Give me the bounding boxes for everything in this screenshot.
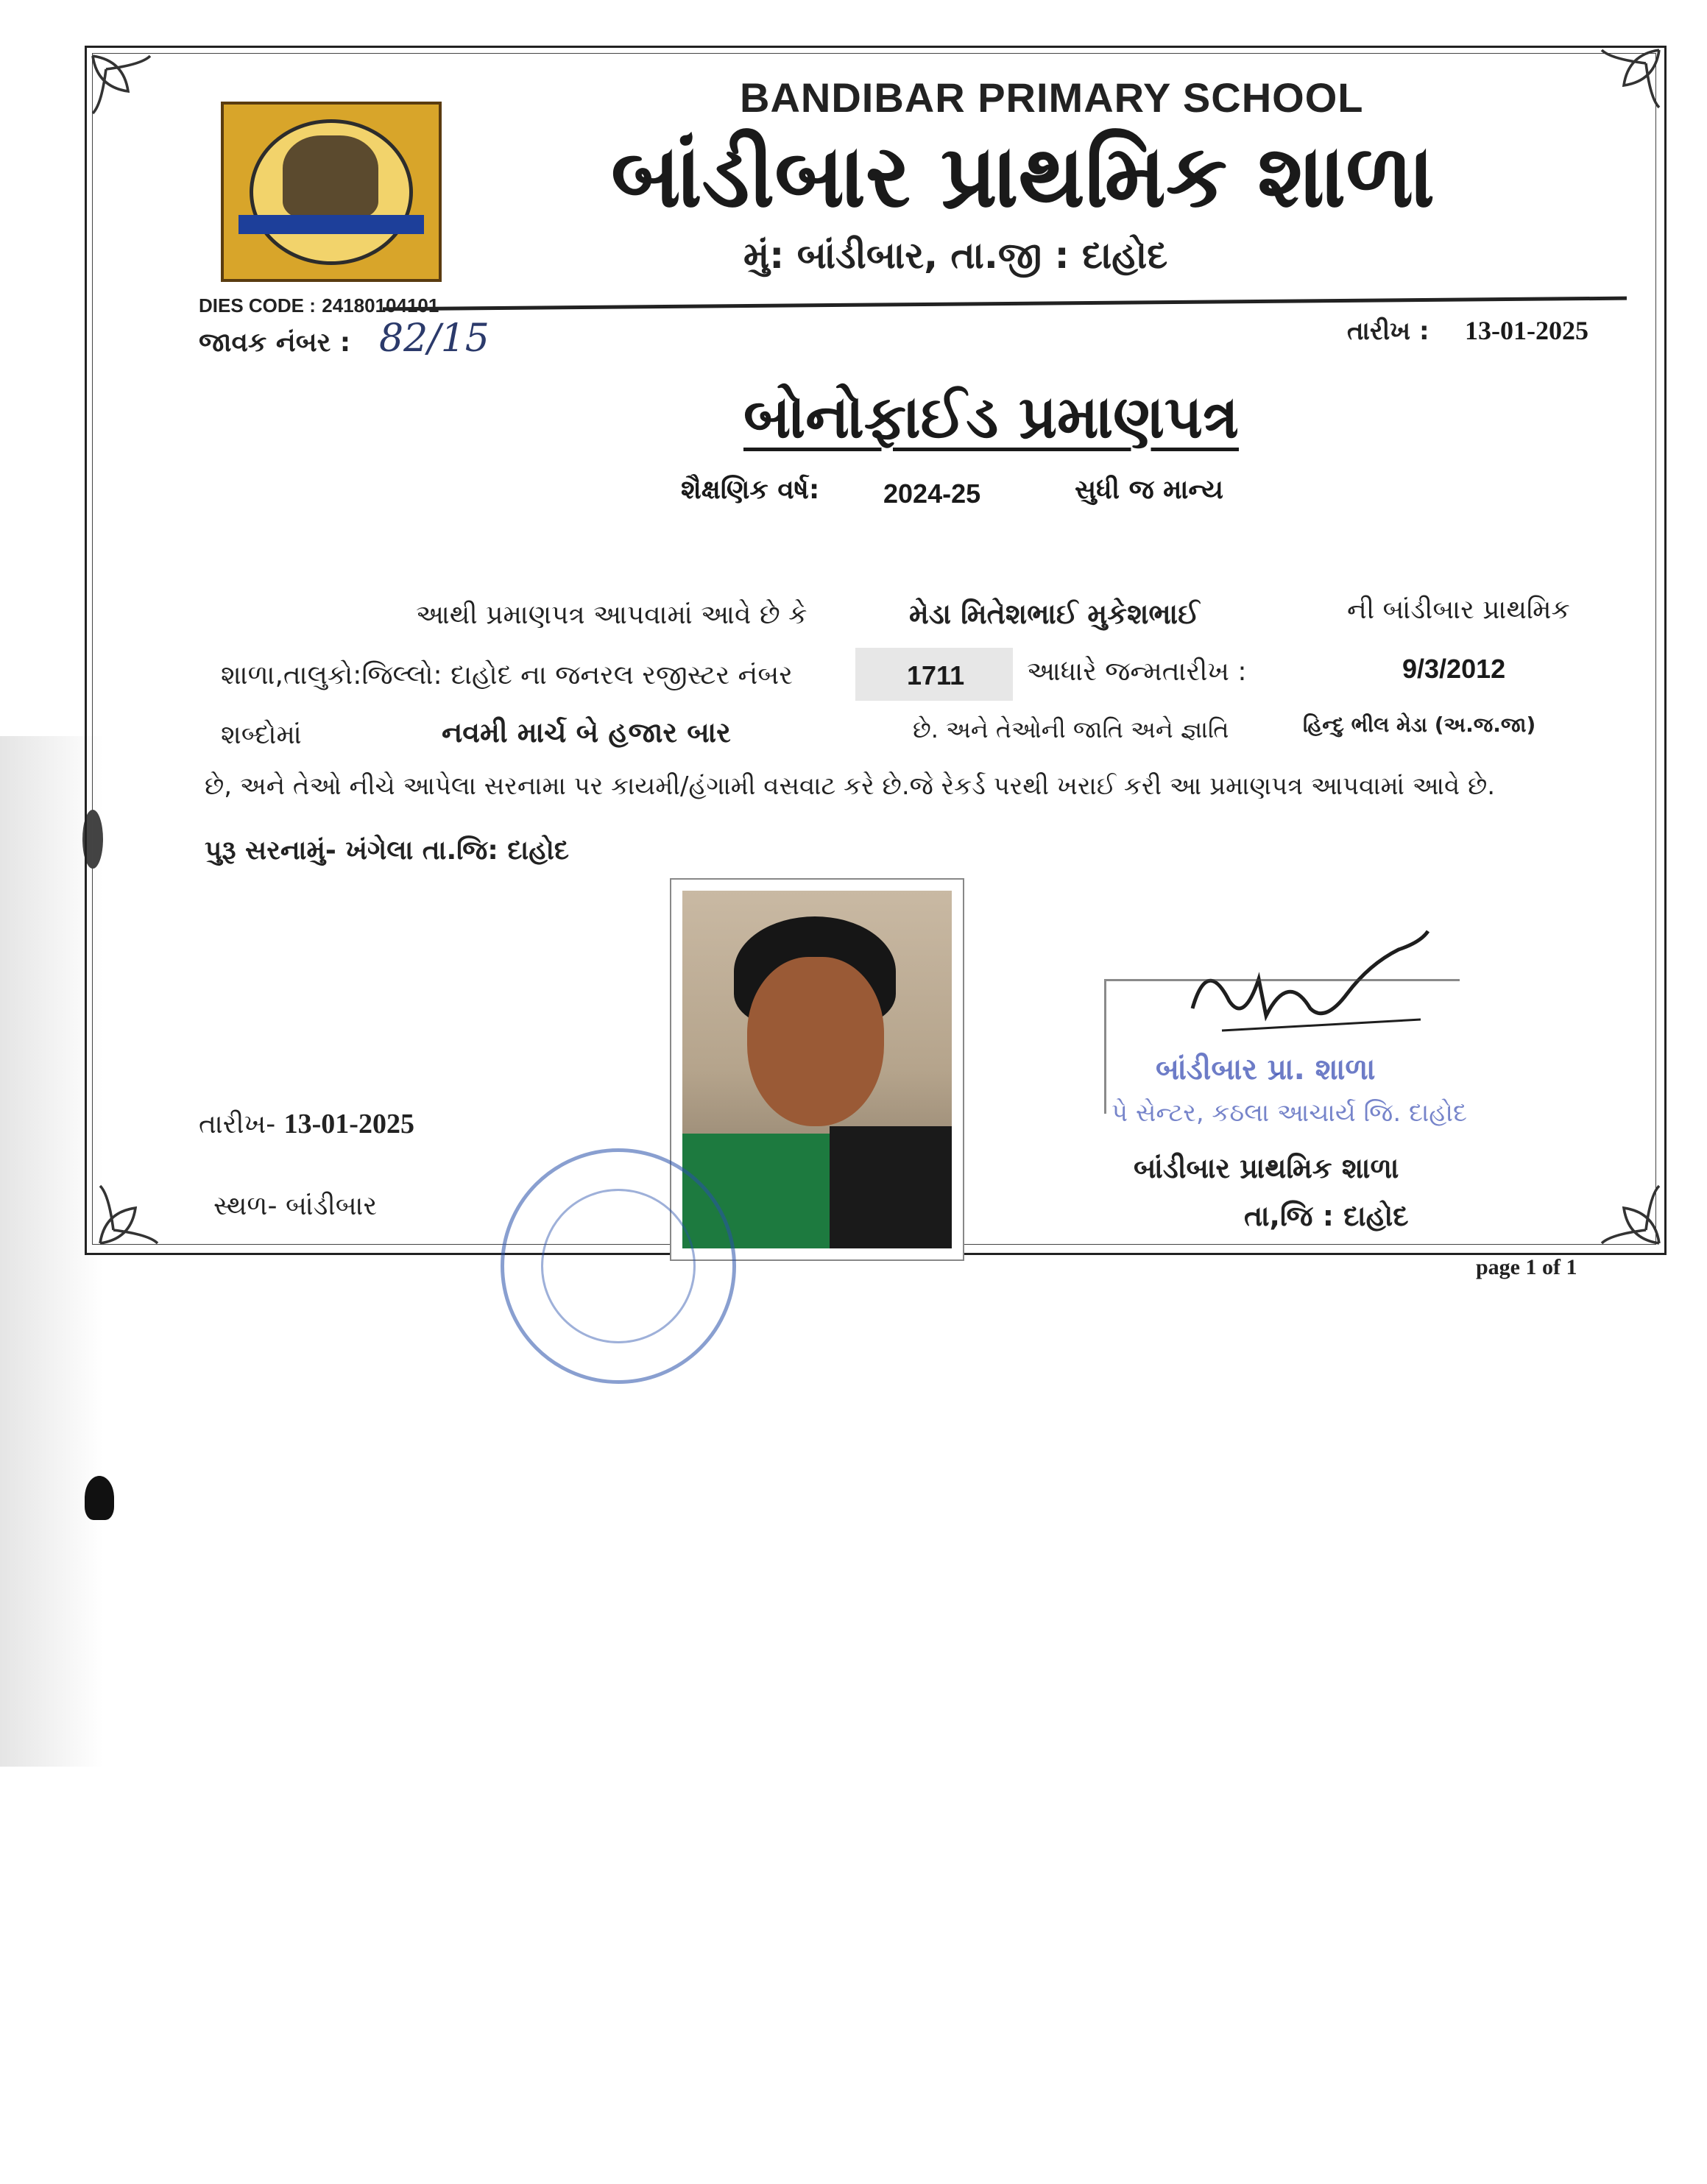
body-line2-prefix: શાળા,તાલુકો:જિલ્લો: દાહોદ ના જનરલ રજીસ્ટર નંબર	[221, 660, 793, 690]
certificate-title: બોનોફાઈડ પ્રમાણપત્ર	[743, 383, 1239, 451]
corner-ornament-icon	[96, 1159, 184, 1248]
punch-hole-mark	[85, 1476, 114, 1520]
issue-date	[199, 1108, 414, 1140]
academic-year-value: 2024-25	[883, 478, 981, 509]
principal-school-name: બાંડીબાર પ્રાથમિક શાળા	[1134, 1152, 1399, 1184]
school-logo	[221, 102, 442, 282]
dob-value: 9/3/2012	[1402, 654, 1506, 684]
dob-label: આધારે જન્મતારીખ :	[1027, 657, 1247, 687]
dob-in-words: નવમી માર્ચ બે હજાર બાર	[442, 716, 731, 749]
dies-code-value: 24180104101	[322, 294, 439, 317]
jawak-label: જાવક નંબર :	[199, 328, 351, 358]
page-number: page 1 of 1	[1476, 1255, 1577, 1279]
body-line1-prefix: આથી પ્રમાણપત્ર આપવામાં આવે છે કે	[416, 600, 807, 630]
corner-ornament-icon	[1575, 1159, 1664, 1248]
register-number: 1711	[907, 660, 965, 690]
jawak-number: 82/15	[379, 317, 490, 361]
school-name-gujarati: બાંડીબાર પ્રાથમિક શાળા	[611, 125, 1435, 227]
body-line1-suffix: ની બાંડીબાર પ્રાથમિક	[1347, 595, 1570, 625]
school-seal-inner	[541, 1189, 696, 1343]
academic-year-label: શૈક્ષણિક વર્ષ:	[681, 475, 820, 505]
caste-value: હિન્દુ ભીલ મેડા (અ.જ.જા)	[1303, 713, 1536, 737]
dies-code	[199, 293, 439, 318]
school-address: મું: બાંડીબાર, તા.જી : દાહોદ	[743, 234, 1168, 277]
full-address: પુરૂ સરનામું- ખંગેલા તા.જિ: દાહોદ	[205, 835, 569, 866]
issue-date-label: તારીખ-	[199, 1109, 276, 1139]
principal-stamp-box	[1104, 979, 1460, 1114]
corner-ornament-icon	[88, 52, 177, 140]
words-label: શબ્દોમાં	[221, 720, 302, 750]
principal-stamp-line1: બાંડીબાર પ્રા. શાળા	[1156, 1053, 1376, 1086]
date-value: 13-01-2025	[1465, 316, 1588, 345]
principal-place: તા,જિ : દાહોદ	[1244, 1200, 1409, 1232]
date-label: તારીખ :	[1347, 317, 1429, 346]
corner-ornament-icon	[1575, 46, 1664, 134]
dies-code-label: DIES CODE :	[199, 294, 316, 317]
school-name-english: BANDIBAR PRIMARY SCHOOL	[740, 74, 1364, 121]
issue-date-value: 13-01-2025	[283, 1109, 414, 1139]
issue-place: સ્થળ- બાંડીબાર	[213, 1191, 378, 1221]
student-name: મેડા મિતેશભાઈ મુકેશભાઈ	[909, 598, 1200, 630]
principal-stamp-line2: પે સેન્ટર, કઠલા આચાર્ય જિ. દાહોદ	[1112, 1098, 1467, 1128]
body-line4: છે, અને તેઓ નીચે આપેલા સરનામા પર કાયમી/હંગામી વસવાટ કરે છે.જે રેકર્ડ પરથી ખરાઈ કરી આ પ્રમાણપત્ર આપવામાં આવે છે.	[205, 771, 1496, 801]
caste-label: છે. અને તેઓની જાતિ અને જ્ઞાતિ	[913, 715, 1229, 743]
validity-text: સુધી જ માન્ય	[1075, 475, 1223, 505]
